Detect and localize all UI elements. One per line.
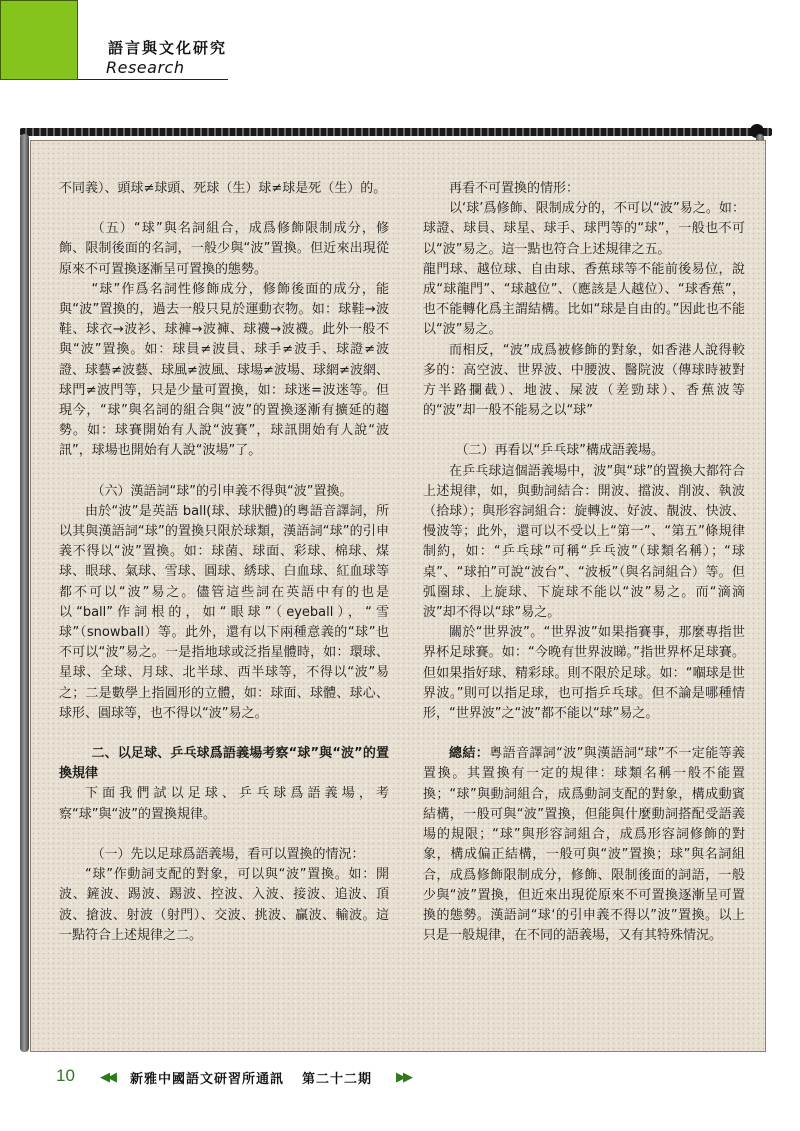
paragraph: “球”作爲名詞性修飾成分，修飾後面的成分，能與“波”置換的，過去一般只見於運動衣物。如：球鞋→波鞋、球衣→波衫、球褲→波褲、球襪→波襪。此外一般不與“波”置換。如：球員≠波員、球手≠波手、球證≠波證、球藝≠波藝、球風≠波風、球場≠波場、球網≠波網、球門≠波門等，只是少量可置換，如：球迷=波迷等。但現今，“球”與名詞的組合與“波”的置換逐漸有擴延的趨勢。如：球賽開始有人說“波賽”，球訊開始有人說“波訊”，球場也開始有人說“波場”了。 bbox=[59, 281, 389, 459]
paragraph: 不同義）、頭球≠球頭、死球（生）球≠球是死（生）的。 bbox=[59, 181, 387, 196]
paragraph: 關於“世界波”。“世界波”如果指賽事，那麼專指世界杯足球賽。如：“今晚有世界波睇。”指世界杯足球賽。但如果指好球、精彩球。則不限於足球。如：“嗰球是世界波。”則可以指足球，也可指乒乓球。但不論是哪種情形，“世界波”之“波”都不能以“球”易之。 bbox=[423, 625, 745, 722]
paragraph: （一）先以足球爲語義場，看可以置換的情況： bbox=[91, 846, 365, 862]
header-divider bbox=[78, 79, 228, 80]
paragraph: （五）“球”與名詞組合，成爲修飾限制成分，修飾、限制後面的名詞，一般少與“波”置換。但近來出現從原來不可置換逐漸呈可置換的態勢。 bbox=[59, 221, 389, 277]
right-column bbox=[423, 179, 745, 946]
paragraph: 而相反，“波”成爲被修飾的對象，如香港人說得較多的：高空波、世界波、中腰波、醫院波（傳球時被對方半路攔截）、地波、屎波（差勁球）、香蕉波等的“波”却一般不能易之以“球” bbox=[423, 342, 745, 419]
paragraph-gap bbox=[59, 199, 389, 219]
paragraph: 龍門球、越位球、自由球、香蕉球等不能前後易位，說成“球龍門”、“球越位”、（應該是人越位）、“球香蕉”，也不能轉化爲主謂結構。比如“球是自由的。”因此也不能以“波”易之。 bbox=[423, 261, 745, 338]
summary-label: 總結： bbox=[449, 746, 490, 762]
paragraph: 在乒乓球這個語義場中，波”與“球”的置換大都符合上述規律，如，與動詞結合：開波、擋波、削波、執波（拾球）；與形容詞組合：旋轉波、好波、靚波、快波、慢波等；此外，還可以不受以上“第一”、“第五”條規律制約，如：“乒乓球”可稱“乒乓波”（球類名稱）；“球桌”、“球拍”可說“波台”、“波板”（與名詞組合）等。但弧圈球、上旋球、下旋球不能以“波”易之。而“滴滴波”却不得以“球”易之。 bbox=[423, 463, 745, 621]
paragraph: 下面我們試以足球、乒乓球爲語義場，考察“球”與“波”的置換規律。 bbox=[59, 786, 389, 822]
paragraph-gap bbox=[59, 724, 389, 744]
paragraph: （六）漢語詞“球”的引申義不得與“波”置換。 bbox=[91, 483, 353, 499]
summary-paragraph bbox=[423, 744, 745, 946]
paragraph: 由於“波”是英語 ball(球、球狀體)的粵語音譯詞，所以其與漢語詞“球”的置換只限於球類，漢語詞“球”的引申義不得以“波”置換。如：球菌、球面、彩球、棉球、煤球、眼球、氣球、雪球、圓球、綉球、白血球、紅血球等都不可以“波”易之。儘管這些詞在英語中有的也是以“ball”作詞根的，如“眼球”（eyeball），“雪球”（snowball）等。此外，還有以下兩種意義的“球”也不可以“波”易之。一是指地球或泛指星體時，如：環球、星球、全球、月球、北半球、西半球等，不得以“波”易之；二是數學上指圓形的立體，如：球面、球體、球心、球形、圓球等，也不得以“波”易之。 bbox=[59, 503, 389, 721]
paragraph-gap bbox=[423, 421, 745, 441]
issue-label: 第二十二期 bbox=[302, 1072, 373, 1087]
header-color-block bbox=[0, 0, 78, 80]
paragraph: 以‘球’爲修飾、限制成分的，不可以“波”易之。如：球證、球員、球星、球手、球門等的“球”，一般也不可以“波”易之。這一點也符合上述規律之五。 bbox=[423, 201, 745, 257]
top-binder-rod bbox=[20, 128, 772, 136]
paragraph-gap bbox=[59, 462, 389, 482]
paragraph: 再看不可置換的情形： bbox=[449, 181, 580, 196]
double-right-arrow-icon: ▶▶ bbox=[396, 1070, 410, 1085]
section-title: 語言與文化研究 bbox=[108, 39, 228, 57]
left-scroll-rod bbox=[20, 134, 29, 1052]
article-panel bbox=[30, 140, 766, 1052]
left-column bbox=[59, 179, 389, 946]
double-left-arrow-icon: ◀◀ bbox=[100, 1070, 114, 1085]
paragraph-gap bbox=[423, 724, 745, 744]
summary-text: 粵語音譯詞“波”與漢語詞“球”不一定能等義置換。其置換有一定的規律：球類名稱一般不能置換；“球”與動詞組合，成爲動詞支配的對象，構成動賓結構，一般可與“波”置換，但能與什麼動詞搭配受語義場的規限；“球”與形容詞組合，成爲形容詞修飾的對象，構成偏正結構，一般可與“波”置換；球”與名詞組合，成爲修飾限制成分，修飾、限制後面的詞語，一般少與“波”置換，但近來出現從原來不可置換逐漸呈可置換的態勢。漢語詞“球‘的引申義不得以”波”置換。以上只是一般規律，在不同的語義場，又有其特殊情況。 bbox=[423, 746, 745, 944]
section-heading: 二、以足球、乒乓球爲語義場考察“球”與“波”的置換規律 bbox=[59, 746, 389, 782]
paragraph: （二）再看以“乒乓球”構成語義場。 bbox=[455, 443, 664, 459]
paragraph: “球”作動詞支配的對象，可以與“波”置換。如：開波、鏟波、踢波、踢波、控波、入波、接波、追波、頂波、搶波、射波（射門）、交波、挑波、贏波、輸波。這一點符合上述規律之二。 bbox=[59, 867, 389, 943]
journal-name: 新雅中國語文研習所通訊 bbox=[130, 1072, 285, 1087]
section-subtitle: Research bbox=[106, 58, 185, 77]
page-number: 10 bbox=[56, 1066, 75, 1085]
paragraph-gap bbox=[59, 825, 389, 845]
